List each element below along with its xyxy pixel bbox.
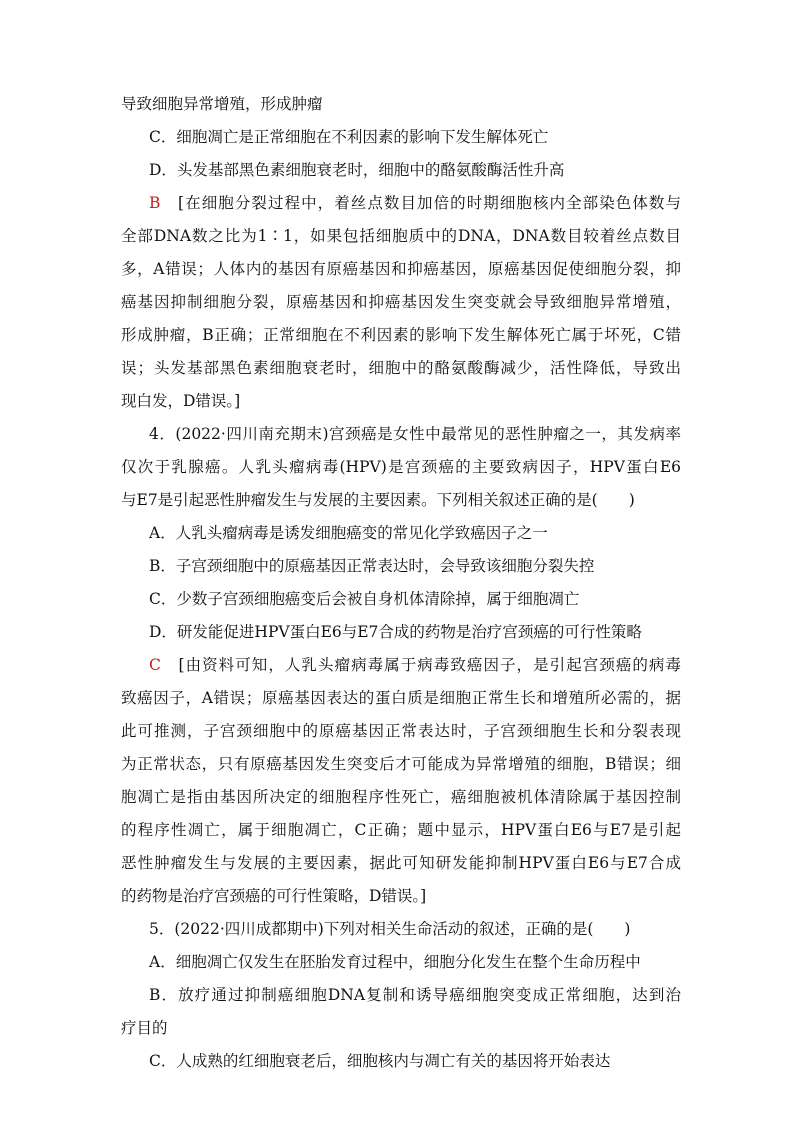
option-b-q4: B．子宫颈细胞中的原癌基因正常表达时，会导致该细胞分裂失控 (149, 557, 595, 575)
question-5-stem: 5．(2022·四川成都期中)下列对相关生命活动的叙述，正确的是( ) (149, 920, 631, 938)
text-line: 与E7是引起恶性肿瘤发生与发展的主要因素。下列相关叙述正确的是( ) (121, 491, 635, 509)
text-line: 胞凋亡是指由基因所决定的细胞程序性死亡，癌细胞被机体清除属于基因控制 (121, 788, 681, 806)
option-c-q4: C．少数子宫颈细胞癌变后会被自身机体清除掉，属于细胞凋亡 (149, 590, 580, 608)
text-line: 导致细胞异常增殖，形成肿瘤 (121, 95, 323, 113)
text-line: 恶性肿瘤发生与发展的主要因素，据此可知研发能抑制HPV蛋白E6与E7合成 (121, 854, 681, 872)
answer-q4-line1: C [由资料可知，人乳头瘤病毒属于病毒致癌因子，是引起宫颈癌的病毒 (149, 656, 681, 674)
text-line: 仅次于乳腺癌。人乳头瘤病毒(HPV)是宫颈癌的主要致病因子，HPV蛋白E6 (121, 458, 681, 476)
option-c-q5: C．人成熟的红细胞衰老后，细胞核内与凋亡有关的基因将开始表达 (149, 1052, 611, 1070)
text-line: 癌基因抑制细胞分裂，原癌基因和抑癌基因发生突变就会导致细胞异常增殖， (121, 293, 681, 311)
text-line: 疗目的 (121, 1019, 168, 1037)
option-c-q3: C．细胞凋亡是正常细胞在不利因素的影响下发生解体死亡 (149, 128, 549, 146)
option-a-q4: A．人乳头瘤病毒是诱发细胞癌变的常见化学致癌因子之一 (149, 524, 548, 542)
text-line: 为正常状态，只有原癌基因发生突变后才可能成为异常增殖的细胞，B错误；细 (121, 755, 681, 773)
text-line: 此可推测，子宫颈细胞中的原癌基因正常表达时，子宫颈细胞生长和分裂表现 (121, 722, 681, 740)
text-line: 致癌因子，A错误；原癌基因表达的蛋白质是细胞正常生长和增殖所必需的，据 (121, 689, 681, 707)
answer-letter-q3: B (149, 194, 161, 212)
option-d-q3: D．头发基部黑色素细胞衰老时，细胞中的酪氨酸酶活性升高 (149, 161, 565, 179)
text-line: 多，A错误；人体内的基因有原癌基因和抑癌基因，原癌基因促使细胞分裂，抑 (121, 260, 681, 278)
option-d-q4: D．研发能促进HPV蛋白E6与E7合成的药物是治疗宫颈癌的可行性策略 (149, 623, 642, 641)
text-line: 现白发，D错误。] (121, 392, 241, 410)
answer-q3-line1: B [在细胞分裂过程中，着丝点数目加倍的时期细胞核内全部染色体数与 (149, 194, 681, 212)
text-line: 的程序性凋亡，属于细胞凋亡，C正确；题中显示，HPV蛋白E6与E7是引起 (121, 821, 681, 839)
question-4-stem: 4．(2022·四川南充期末)宫颈癌是女性中最常见的恶性肿瘤之一，其发病率 (149, 425, 681, 443)
text-line: 形成肿瘤，B正确；正常细胞在不利因素的影响下发生解体死亡属于坏死，C错 (121, 326, 681, 344)
text-line: 全部DNA数之比为1∶1，如果包括细胞质中的DNA，DNA数目较着丝点数目 (121, 227, 681, 245)
option-b-q5: B．放疗通过抑制癌细胞DNA复制和诱导癌细胞突变成正常细胞，达到治 (149, 986, 681, 1004)
answer-letter-q4: C (149, 656, 161, 674)
text-line: 误；头发基部黑色素细胞衰老时，细胞中的酪氨酸酶减少，活性降低，导致出 (121, 359, 681, 377)
option-a-q5: A．细胞凋亡仅发生在胚胎发育过程中，细胞分化发生在整个生命历程中 (149, 953, 641, 971)
text-line: 的药物是治疗宫颈癌的可行性策略，D错误。] (121, 887, 427, 905)
